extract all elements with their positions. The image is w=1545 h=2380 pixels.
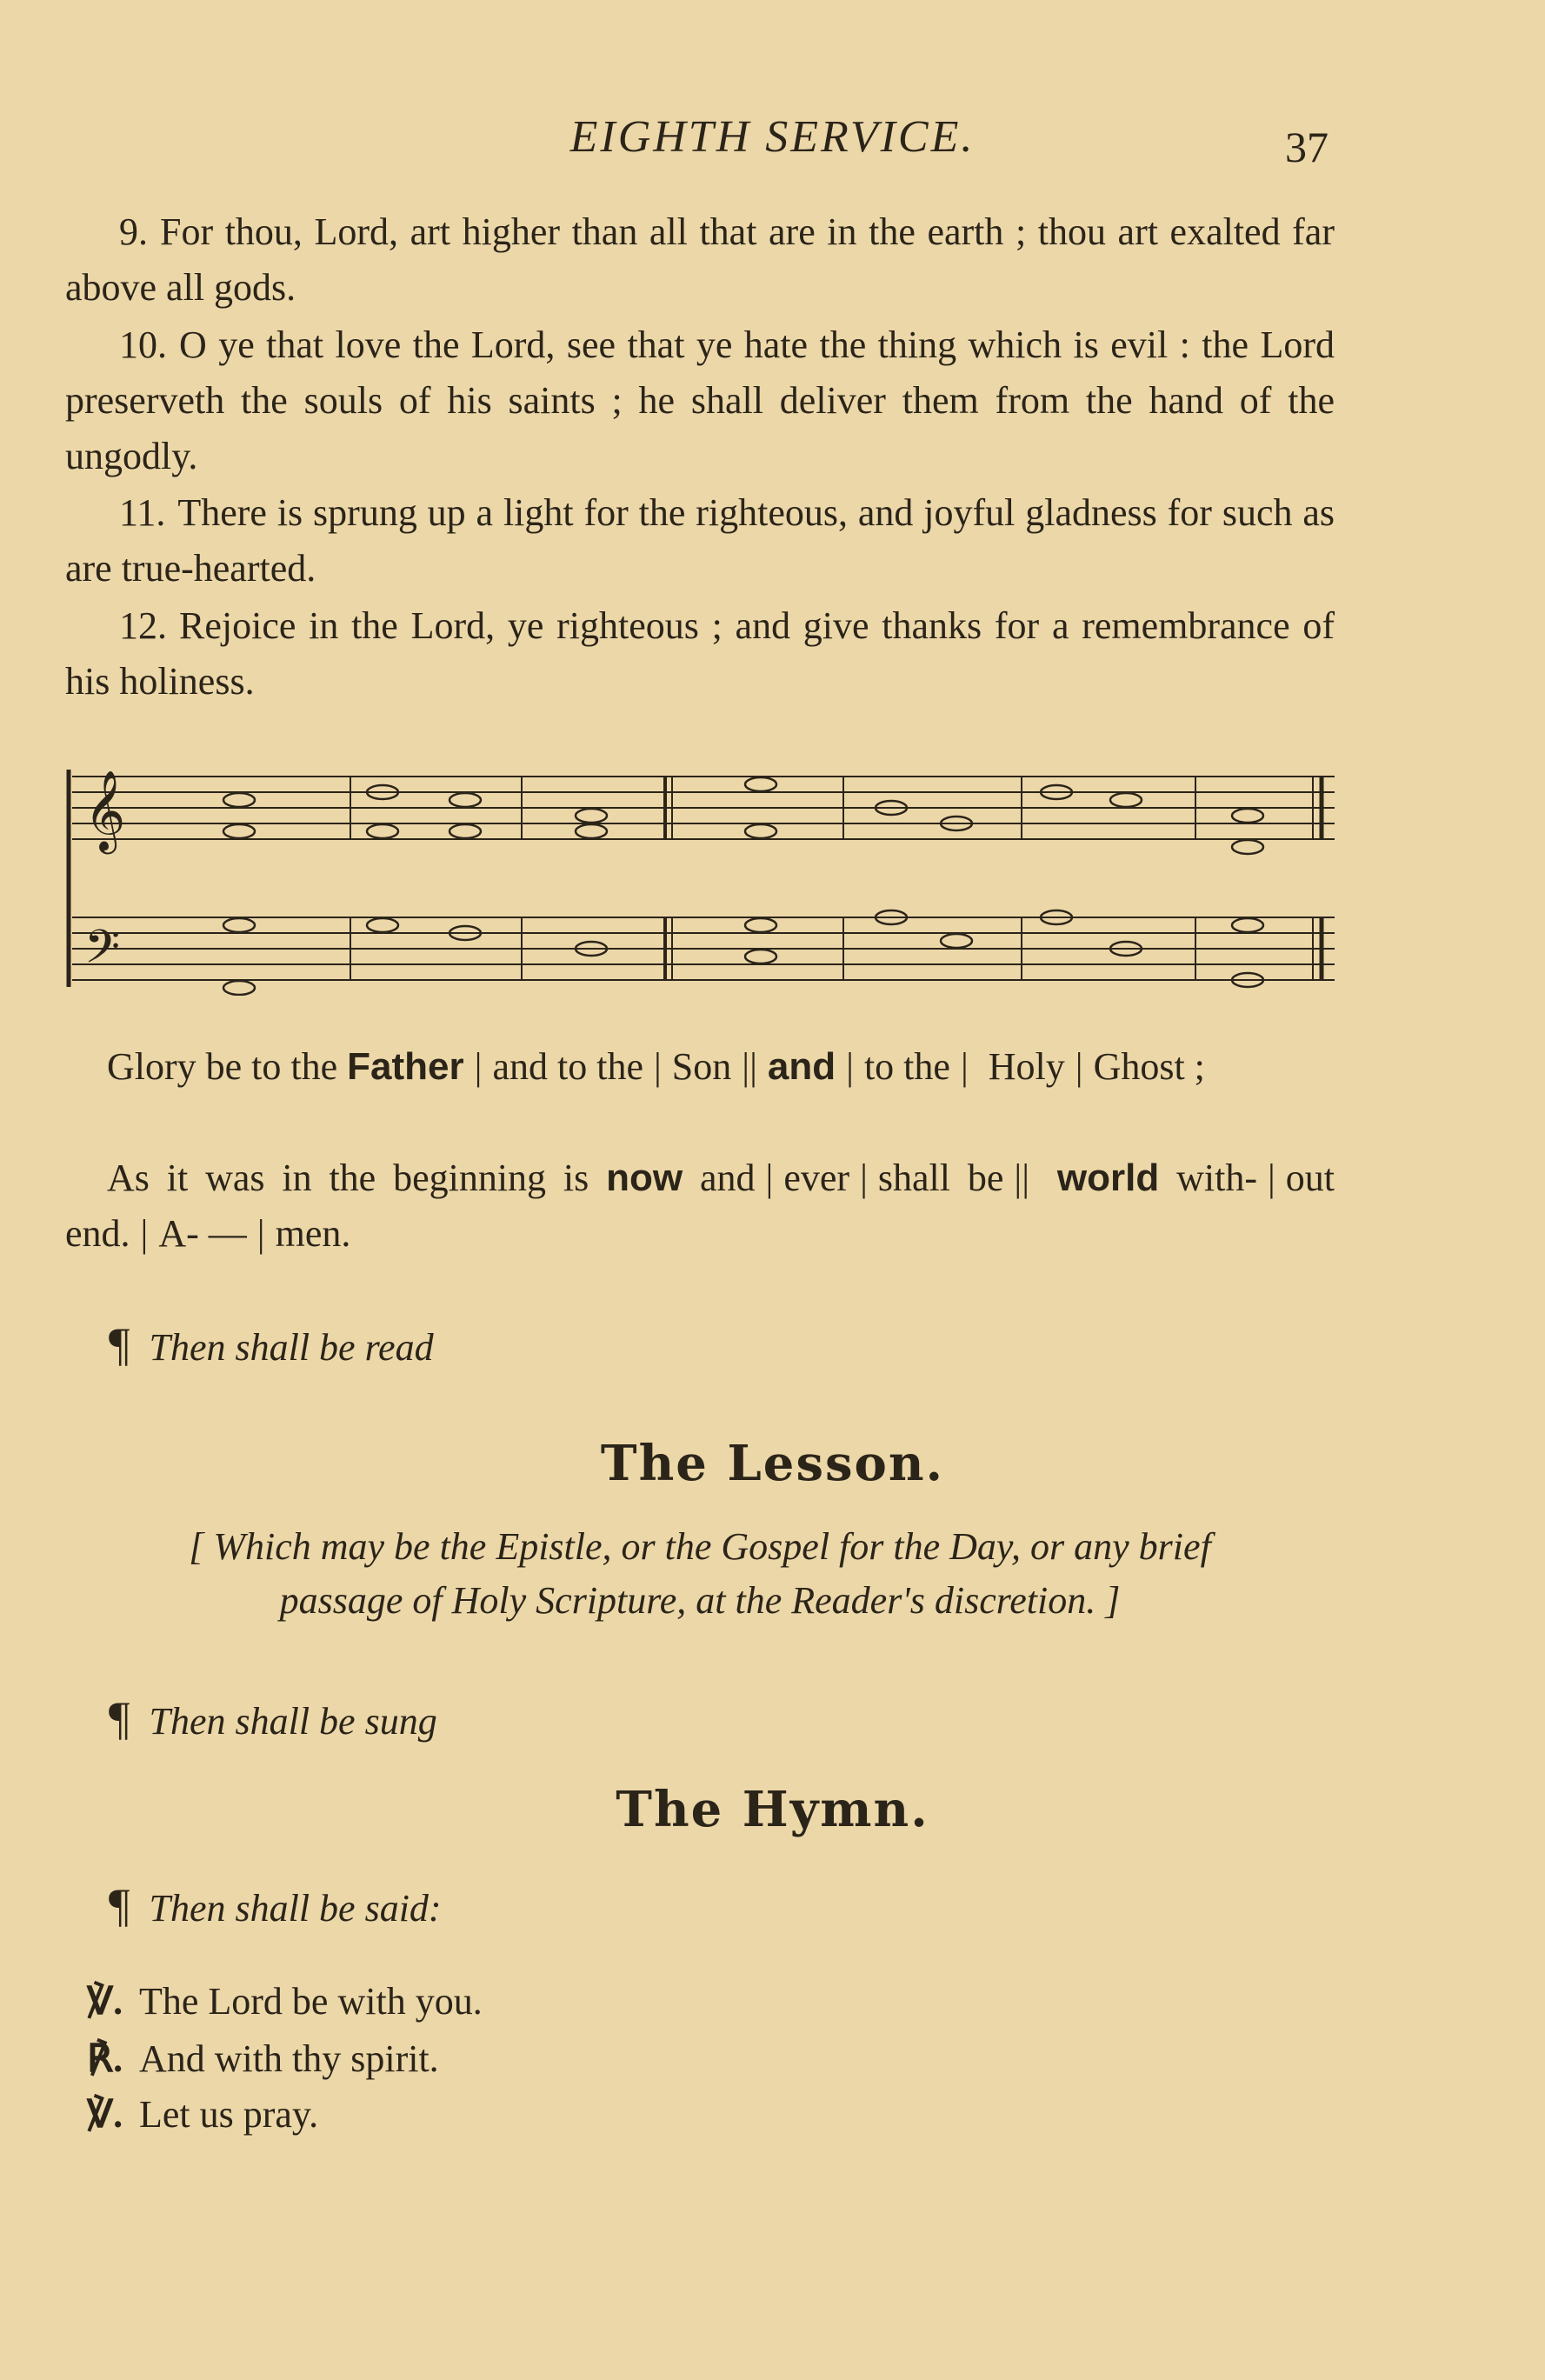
- verse-9: [65, 204, 1335, 316]
- chant-words: and: [767, 1045, 836, 1088]
- versicle-icon: ℣.: [87, 2093, 123, 2136]
- verse-text: O ye that love the Lord, see that ye hate the thing which is evil : the Lord preserveth the souls of his saints ; he shall deliver them from the hand of the ungodly.: [65, 323, 1335, 477]
- chant-words: shall be: [877, 1157, 1004, 1199]
- chant-words: and to the: [492, 1045, 643, 1088]
- chant-words: ever: [783, 1157, 850, 1199]
- rubric-said: [109, 1878, 442, 1932]
- pilcrow-icon: ¶: [109, 1318, 130, 1370]
- verse-number: 10.: [119, 323, 167, 366]
- verse-number: 12.: [119, 604, 167, 647]
- chant-words: A- —: [158, 1212, 247, 1255]
- verse-number: 11.: [119, 491, 166, 534]
- svg-text:𝄞: 𝄞: [84, 770, 126, 850]
- svg-text:𝄢: 𝄢: [84, 921, 121, 985]
- rubric-text: Then shall be said:: [149, 1887, 442, 1930]
- chant-score: [65, 743, 1335, 996]
- lesson-title: The Lesson.: [600, 1435, 945, 1492]
- chant-words: with-: [1176, 1157, 1257, 1199]
- rubric-read: [109, 1317, 434, 1371]
- rubric-text: Then shall be read: [149, 1326, 434, 1369]
- note-line: Which may be the Epistle, or the Gospel for the Day, or any brief: [213, 1525, 1211, 1568]
- verse-text: Rejoice in the Lord, ye righteous ; and give thanks for a remembrance of his holiness.: [65, 604, 1335, 703]
- chant-words: Son: [671, 1045, 732, 1088]
- chant-words: As it was in the beginning is: [107, 1157, 589, 1199]
- chant-words: Ghost ;: [1093, 1045, 1205, 1088]
- chant-words: Glory be to the: [107, 1045, 338, 1088]
- chant-words: world: [1056, 1157, 1160, 1199]
- lesson-note: [ Which may be the Epistle, or the Gospel for the Day, or any brief passage of Holy Scripture, at the Reader's discretion. ]: [189, 1525, 1211, 1622]
- hymn-title: The Hymn.: [616, 1781, 929, 1838]
- chant-words: out end.: [65, 1157, 1335, 1255]
- chant-words: Holy: [988, 1045, 1065, 1088]
- gloria-line-1: Glory be to the Father | and to the | Son || and | to the | Holy | Ghost ;: [107, 1045, 1205, 1088]
- pilcrow-icon: ¶: [109, 1692, 130, 1744]
- verse-12: [65, 598, 1335, 710]
- versicle-text: Let us pray.: [139, 2093, 319, 2136]
- note-line: passage of Holy Scripture, at the Reader's discretion.: [279, 1579, 1096, 1622]
- chant-words: men.: [275, 1212, 351, 1255]
- versicle-2: [87, 2087, 318, 2143]
- gloria-line-2: As it was in the beginning is now and | ever | shall be || world with- | out end. | A- — | men.: [65, 1157, 1335, 1255]
- rubric-sung: [109, 1691, 437, 1745]
- verse-text: For thou, Lord, art higher than all that are in the earth ; thou art exalted far above all gods.: [65, 210, 1335, 309]
- versicle-text: And with thy spirit.: [139, 2037, 439, 2080]
- page-number: 37: [1285, 123, 1329, 171]
- versicle-icon: ℣.: [87, 1980, 123, 2023]
- versicle-text: The Lord be with you.: [139, 1980, 483, 2023]
- response-1: [87, 2031, 439, 2087]
- verse-11: [65, 485, 1335, 597]
- verse-10: [65, 317, 1335, 484]
- response-icon: ℟.: [87, 2037, 123, 2080]
- verse-number: 9.: [119, 210, 148, 253]
- chant-words: to the: [863, 1045, 950, 1088]
- running-header: EIGHTH SERVICE.: [569, 112, 976, 162]
- chant-words: now: [606, 1157, 683, 1199]
- music-staff-icon: [69, 770, 1335, 995]
- verse-text: There is sprung up a light for the righteous, and joyful gladness for such as are true-hearted.: [65, 491, 1335, 590]
- pilcrow-icon: ¶: [109, 1879, 130, 1931]
- chant-words: and: [700, 1157, 756, 1199]
- versicle-1: [87, 1974, 483, 2030]
- chant-words: Father: [347, 1045, 464, 1088]
- rubric-text: Then shall be sung: [149, 1700, 437, 1743]
